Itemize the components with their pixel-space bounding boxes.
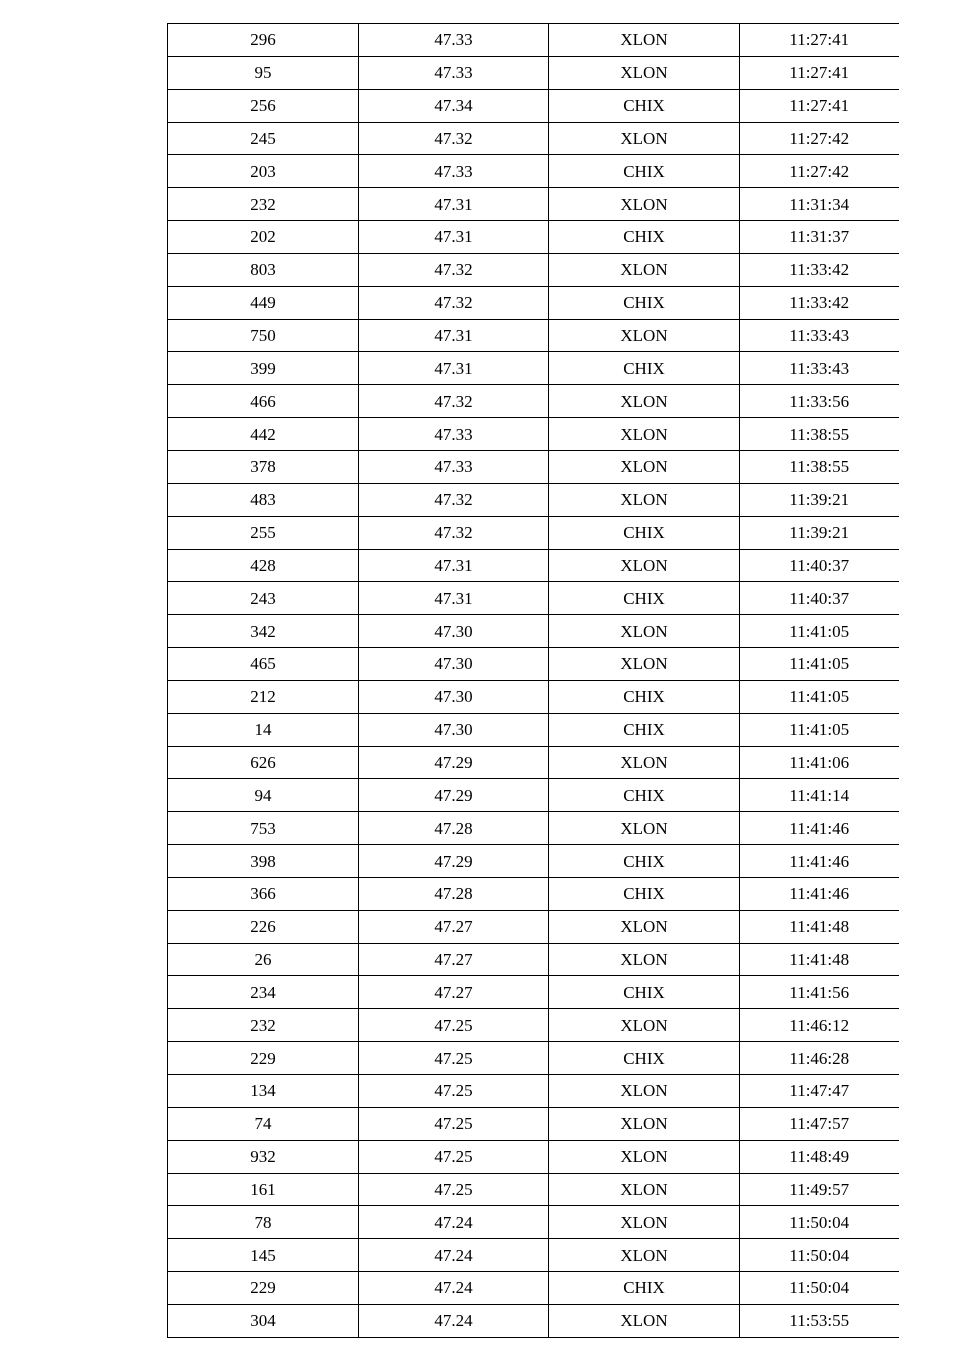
cell-venue: XLON xyxy=(549,253,740,286)
cell-price: 47.24 xyxy=(359,1239,549,1272)
cell-venue: XLON xyxy=(549,418,740,451)
cell-venue: CHIX xyxy=(549,1272,740,1305)
cell-quantity: 256 xyxy=(168,89,359,122)
table-row xyxy=(168,56,899,89)
table-row xyxy=(168,516,899,549)
cell-venue: CHIX xyxy=(549,976,740,1009)
cell-venue: XLON xyxy=(549,648,740,681)
table-row xyxy=(168,1009,899,1042)
table-row xyxy=(168,385,899,418)
cell-time: 11:39:21 xyxy=(740,516,899,549)
cell-price: 47.33 xyxy=(359,450,549,483)
cell-time: 11:41:06 xyxy=(740,746,899,779)
cell-price: 47.25 xyxy=(359,1009,549,1042)
cell-quantity: 226 xyxy=(168,910,359,943)
cell-time: 11:33:42 xyxy=(740,253,899,286)
cell-quantity: 74 xyxy=(168,1107,359,1140)
cell-price: 47.29 xyxy=(359,779,549,812)
table-row xyxy=(168,713,899,746)
cell-quantity: 304 xyxy=(168,1304,359,1337)
cell-venue: XLON xyxy=(549,450,740,483)
cell-price: 47.25 xyxy=(359,1107,549,1140)
table-row xyxy=(168,549,899,582)
cell-venue: XLON xyxy=(549,1009,740,1042)
cell-venue: CHIX xyxy=(549,877,740,910)
cell-quantity: 212 xyxy=(168,680,359,713)
cell-quantity: 243 xyxy=(168,582,359,615)
cell-price: 47.31 xyxy=(359,221,549,254)
cell-time: 11:50:04 xyxy=(740,1272,899,1305)
cell-price: 47.32 xyxy=(359,483,549,516)
cell-quantity: 466 xyxy=(168,385,359,418)
cell-price: 47.25 xyxy=(359,1042,549,1075)
cell-price: 47.31 xyxy=(359,582,549,615)
cell-quantity: 378 xyxy=(168,450,359,483)
cell-price: 47.28 xyxy=(359,877,549,910)
cell-venue: XLON xyxy=(549,483,740,516)
cell-venue: XLON xyxy=(549,549,740,582)
cell-time: 11:53:55 xyxy=(740,1304,899,1337)
table-row xyxy=(168,89,899,122)
cell-time: 11:41:05 xyxy=(740,615,899,648)
cell-quantity: 229 xyxy=(168,1042,359,1075)
cell-time: 11:27:42 xyxy=(740,122,899,155)
cell-venue: CHIX xyxy=(549,845,740,878)
cell-price: 47.34 xyxy=(359,89,549,122)
cell-venue: CHIX xyxy=(549,680,740,713)
cell-quantity: 245 xyxy=(168,122,359,155)
table-row xyxy=(168,319,899,352)
table-row xyxy=(168,812,899,845)
cell-venue: XLON xyxy=(549,1206,740,1239)
cell-time: 11:41:14 xyxy=(740,779,899,812)
cell-venue: XLON xyxy=(549,1140,740,1173)
cell-venue: XLON xyxy=(549,56,740,89)
cell-quantity: 161 xyxy=(168,1173,359,1206)
cell-venue: CHIX xyxy=(549,779,740,812)
table-row xyxy=(168,1272,899,1305)
cell-quantity: 626 xyxy=(168,746,359,779)
cell-time: 11:33:43 xyxy=(740,319,899,352)
cell-time: 11:40:37 xyxy=(740,582,899,615)
cell-quantity: 932 xyxy=(168,1140,359,1173)
cell-venue: XLON xyxy=(549,1075,740,1108)
cell-price: 47.25 xyxy=(359,1075,549,1108)
cell-quantity: 134 xyxy=(168,1075,359,1108)
cell-price: 47.32 xyxy=(359,286,549,319)
table-row xyxy=(168,1206,899,1239)
cell-venue: CHIX xyxy=(549,516,740,549)
cell-time: 11:48:49 xyxy=(740,1140,899,1173)
cell-time: 11:41:56 xyxy=(740,976,899,1009)
cell-quantity: 428 xyxy=(168,549,359,582)
cell-venue: XLON xyxy=(549,24,740,57)
cell-price: 47.24 xyxy=(359,1206,549,1239)
cell-quantity: 94 xyxy=(168,779,359,812)
cell-time: 11:40:37 xyxy=(740,549,899,582)
cell-quantity: 26 xyxy=(168,943,359,976)
table-row xyxy=(168,976,899,1009)
cell-venue: CHIX xyxy=(549,713,740,746)
table-row xyxy=(168,1075,899,1108)
cell-time: 11:50:04 xyxy=(740,1206,899,1239)
cell-quantity: 14 xyxy=(168,713,359,746)
table-row xyxy=(168,615,899,648)
trades-table-body xyxy=(168,24,899,1338)
cell-quantity: 449 xyxy=(168,286,359,319)
cell-time: 11:27:41 xyxy=(740,89,899,122)
cell-venue: XLON xyxy=(549,1173,740,1206)
cell-time: 11:46:12 xyxy=(740,1009,899,1042)
cell-time: 11:33:56 xyxy=(740,385,899,418)
cell-price: 47.33 xyxy=(359,24,549,57)
cell-venue: XLON xyxy=(549,1107,740,1140)
cell-price: 47.31 xyxy=(359,549,549,582)
cell-quantity: 95 xyxy=(168,56,359,89)
cell-time: 11:38:55 xyxy=(740,450,899,483)
cell-time: 11:46:28 xyxy=(740,1042,899,1075)
cell-venue: CHIX xyxy=(549,155,740,188)
table-row xyxy=(168,779,899,812)
table-row xyxy=(168,845,899,878)
cell-venue: XLON xyxy=(549,615,740,648)
cell-time: 11:47:47 xyxy=(740,1075,899,1108)
cell-price: 47.33 xyxy=(359,418,549,451)
cell-time: 11:41:05 xyxy=(740,680,899,713)
cell-price: 47.31 xyxy=(359,352,549,385)
table-row xyxy=(168,286,899,319)
cell-quantity: 483 xyxy=(168,483,359,516)
table-row xyxy=(168,1042,899,1075)
table-row xyxy=(168,582,899,615)
cell-venue: CHIX xyxy=(549,582,740,615)
cell-venue: XLON xyxy=(549,385,740,418)
cell-quantity: 442 xyxy=(168,418,359,451)
cell-price: 47.32 xyxy=(359,122,549,155)
cell-venue: CHIX xyxy=(549,286,740,319)
cell-venue: CHIX xyxy=(549,1042,740,1075)
cell-quantity: 399 xyxy=(168,352,359,385)
cell-price: 47.29 xyxy=(359,746,549,779)
cell-time: 11:49:57 xyxy=(740,1173,899,1206)
table-row xyxy=(168,910,899,943)
cell-price: 47.30 xyxy=(359,648,549,681)
table-row xyxy=(168,1239,899,1272)
cell-venue: CHIX xyxy=(549,221,740,254)
table-row xyxy=(168,1140,899,1173)
cell-quantity: 234 xyxy=(168,976,359,1009)
table-row xyxy=(168,253,899,286)
cell-quantity: 229 xyxy=(168,1272,359,1305)
cell-venue: XLON xyxy=(549,812,740,845)
table-row xyxy=(168,352,899,385)
cell-time: 11:39:21 xyxy=(740,483,899,516)
cell-price: 47.29 xyxy=(359,845,549,878)
cell-quantity: 753 xyxy=(168,812,359,845)
cell-price: 47.24 xyxy=(359,1272,549,1305)
cell-time: 11:41:05 xyxy=(740,713,899,746)
cell-time: 11:41:48 xyxy=(740,910,899,943)
cell-time: 11:27:41 xyxy=(740,24,899,57)
cell-venue: XLON xyxy=(549,910,740,943)
cell-time: 11:31:37 xyxy=(740,221,899,254)
cell-time: 11:41:05 xyxy=(740,648,899,681)
cell-venue: XLON xyxy=(549,1239,740,1272)
cell-quantity: 232 xyxy=(168,1009,359,1042)
cell-venue: XLON xyxy=(549,122,740,155)
cell-price: 47.25 xyxy=(359,1140,549,1173)
table-row xyxy=(168,483,899,516)
cell-time: 11:47:57 xyxy=(740,1107,899,1140)
table-row xyxy=(168,155,899,188)
cell-venue: CHIX xyxy=(549,352,740,385)
cell-price: 47.30 xyxy=(359,615,549,648)
table-row xyxy=(168,943,899,976)
cell-price: 47.24 xyxy=(359,1304,549,1337)
table-row xyxy=(168,418,899,451)
table-row xyxy=(168,1173,899,1206)
table-row xyxy=(168,450,899,483)
cell-price: 47.30 xyxy=(359,713,549,746)
cell-quantity: 203 xyxy=(168,155,359,188)
cell-time: 11:41:46 xyxy=(740,845,899,878)
cell-quantity: 398 xyxy=(168,845,359,878)
cell-quantity: 78 xyxy=(168,1206,359,1239)
cell-price: 47.33 xyxy=(359,155,549,188)
cell-venue: XLON xyxy=(549,319,740,352)
table-row xyxy=(168,24,899,57)
cell-quantity: 342 xyxy=(168,615,359,648)
cell-venue: CHIX xyxy=(549,89,740,122)
table-row xyxy=(168,1304,899,1337)
cell-price: 47.32 xyxy=(359,385,549,418)
cell-price: 47.27 xyxy=(359,910,549,943)
cell-time: 11:41:48 xyxy=(740,943,899,976)
cell-quantity: 803 xyxy=(168,253,359,286)
cell-venue: XLON xyxy=(549,188,740,221)
table-row xyxy=(168,122,899,155)
cell-quantity: 750 xyxy=(168,319,359,352)
table-row xyxy=(168,680,899,713)
table-row xyxy=(168,188,899,221)
cell-quantity: 232 xyxy=(168,188,359,221)
cell-venue: XLON xyxy=(549,943,740,976)
cell-price: 47.31 xyxy=(359,188,549,221)
trades-table xyxy=(167,23,899,1338)
cell-price: 47.32 xyxy=(359,253,549,286)
cell-time: 11:33:43 xyxy=(740,352,899,385)
table-row xyxy=(168,1107,899,1140)
table-row xyxy=(168,877,899,910)
cell-time: 11:41:46 xyxy=(740,877,899,910)
cell-price: 47.30 xyxy=(359,680,549,713)
cell-venue: XLON xyxy=(549,746,740,779)
cell-quantity: 255 xyxy=(168,516,359,549)
cell-price: 47.25 xyxy=(359,1173,549,1206)
cell-quantity: 366 xyxy=(168,877,359,910)
cell-time: 11:31:34 xyxy=(740,188,899,221)
cell-quantity: 145 xyxy=(168,1239,359,1272)
cell-venue: XLON xyxy=(549,1304,740,1337)
cell-quantity: 202 xyxy=(168,221,359,254)
cell-price: 47.33 xyxy=(359,56,549,89)
cell-price: 47.27 xyxy=(359,943,549,976)
cell-time: 11:27:42 xyxy=(740,155,899,188)
cell-quantity: 296 xyxy=(168,24,359,57)
cell-time: 11:27:41 xyxy=(740,56,899,89)
cell-price: 47.28 xyxy=(359,812,549,845)
cell-price: 47.31 xyxy=(359,319,549,352)
table-row xyxy=(168,648,899,681)
cell-price: 47.27 xyxy=(359,976,549,1009)
cell-time: 11:33:42 xyxy=(740,286,899,319)
cell-time: 11:50:04 xyxy=(740,1239,899,1272)
cell-price: 47.32 xyxy=(359,516,549,549)
table-row xyxy=(168,221,899,254)
cell-quantity: 465 xyxy=(168,648,359,681)
cell-time: 11:38:55 xyxy=(740,418,899,451)
table-row xyxy=(168,746,899,779)
cell-time: 11:41:46 xyxy=(740,812,899,845)
